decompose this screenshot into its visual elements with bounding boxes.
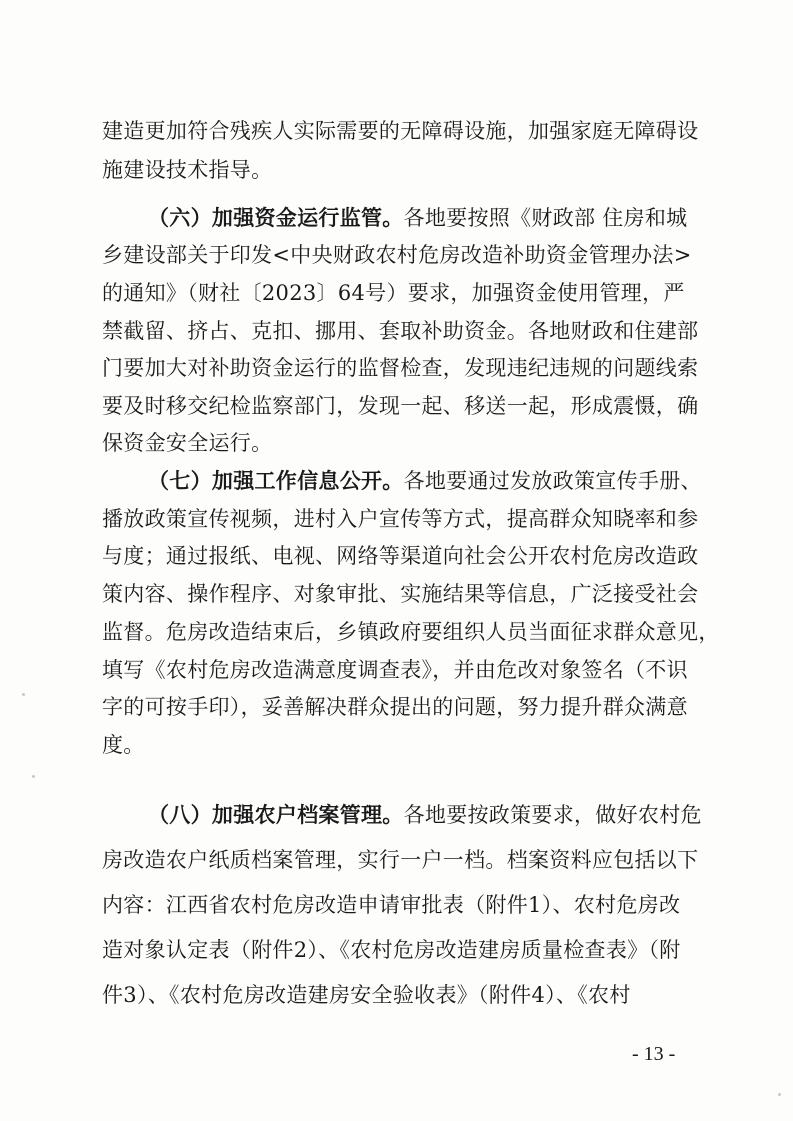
page-number: - 13 - [632, 1043, 676, 1065]
scan-speck [22, 693, 25, 696]
text-line [102, 278, 702, 308]
line-text: 要及时移交纪检监察部门，发现一起、移送一起，形成震慑，确 [102, 394, 699, 418]
scan-speck [778, 1093, 781, 1096]
line-text: 各地要按照《财政部 住房和城 [403, 206, 688, 230]
line-text: 造对象认定表（附件2）、《农村危房改造建房质量检查表》（附 [102, 938, 681, 962]
text-line [102, 316, 702, 346]
line-text: 度。 [102, 733, 145, 757]
text-line [102, 980, 702, 1010]
line-text: 内容：江西省农村危房改造申请审批表（附件1）、农村危房改 [102, 893, 681, 917]
line-text: 各地要按政策要求，做好农村危 [403, 803, 702, 827]
text-line [102, 692, 702, 722]
line-text: 乡建设部关于印发<中央财政农村危房改造补助资金管理办法> [102, 243, 692, 267]
line-text: 与度；通过报纸、电视、网络等渠道向社会公开农村危房改造政 [102, 544, 699, 568]
line-text: 策内容、操作程序、对象审批、实施结果等信息，广泛接受社会 [102, 582, 699, 606]
text-line [102, 935, 702, 965]
text-line [102, 890, 702, 920]
line-text: 的通知》（财社〔2023〕64号）要求，加强资金使用管理，严 [102, 281, 685, 305]
line-text: 填写《农村危房改造满意度调查表》，并由危改对象签名（不识 [102, 658, 688, 682]
line-text: 禁截留、挤占、克扣、挪用、套取补助资金。各地财政和住建部 [102, 319, 699, 343]
text-line [102, 391, 702, 421]
line-text: 各地要通过发放政策宣传手册、 [403, 469, 702, 493]
section-seven-line [148, 466, 702, 496]
line-text: 监督。危房改造结束后，乡镇政府要组织人员当面征求群众意见， [102, 620, 720, 644]
line-text: 播放政策宣传视频，进村入户宣传等方式，提高群众知晓率和参 [102, 507, 699, 531]
text-line [102, 730, 702, 760]
text-line [102, 353, 702, 383]
section-heading: （七）加强工作信息公开。 [148, 469, 404, 493]
line-text: 保资金安全运行。 [102, 431, 273, 455]
line-text: 门要加大对补助资金运行的监督检查，发现违纪违规的问题线索 [102, 356, 699, 380]
text-line [102, 155, 702, 185]
text-line [102, 579, 702, 609]
text-line [102, 541, 702, 571]
line-text: 字的可按手印），妥善解决群众提出的问题，努力提升群众满意 [102, 695, 688, 719]
section-heading: （六）加强资金运行监管。 [148, 206, 404, 230]
line-text: 件3）、《农村危房改造建房安全验收表》（附件4）、《农村 [102, 983, 631, 1007]
line-text: 施建设技术指导。 [102, 158, 273, 182]
text-line [102, 240, 702, 270]
section-heading: （八）加强农户档案管理。 [148, 803, 404, 827]
scan-speck [32, 775, 35, 778]
text-line [102, 428, 702, 458]
section-six-line [148, 203, 702, 233]
line-text: 房改造农户纸质档案管理，实行一户一档。档案资料应包括以下 [102, 848, 699, 872]
text-line [102, 617, 720, 647]
section-eight-line [148, 800, 702, 830]
text-line [102, 504, 702, 534]
text-line [102, 655, 702, 685]
text-line [102, 116, 702, 146]
line-text: 建造更加符合残疾人实际需要的无障碍设施，加强家庭无障碍设 [102, 119, 699, 143]
text-line [102, 845, 702, 875]
